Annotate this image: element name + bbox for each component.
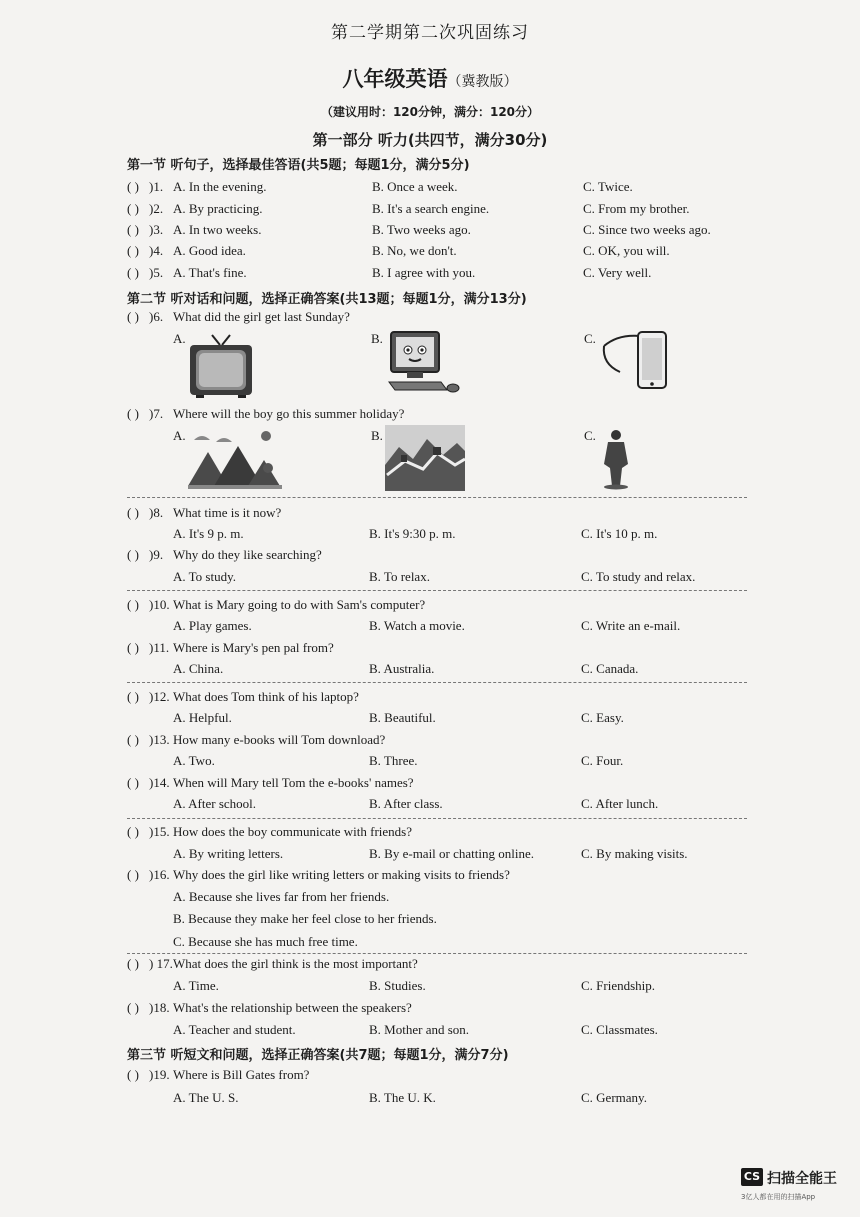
scanner-name: 扫描全能王 <box>767 1171 837 1187</box>
question-text: Where is Mary's pen pal from? <box>173 640 334 655</box>
part-heading: 第一部分 听力(共四节，满分30分) <box>312 131 548 149</box>
divider <box>127 682 747 683</box>
option-b: B. Once a week. <box>372 179 458 194</box>
option-a: A. It's 9 p. m. <box>173 526 244 541</box>
question-number: )8. <box>149 505 164 520</box>
option-c: C. Canada. <box>581 661 639 676</box>
question-text: How many e-books will Tom download? <box>173 732 386 747</box>
answer-blank[interactable]: ( ) <box>127 775 139 790</box>
answer-blank[interactable]: ( ) <box>127 1067 139 1082</box>
question-number: )4. <box>149 243 164 258</box>
divider <box>127 497 747 498</box>
edition-label: （冀教版） <box>447 74 518 90</box>
question-number: )12. <box>149 689 170 704</box>
answer-blank[interactable]: ( ) <box>127 265 139 280</box>
question-number: )18. <box>149 1000 170 1015</box>
answer-blank[interactable]: ( ) <box>127 640 139 655</box>
question-text: What time is it now? <box>173 505 282 520</box>
computer-icon <box>385 330 461 396</box>
question-number: )15. <box>149 824 170 839</box>
answer-blank[interactable]: ( ) <box>127 243 139 258</box>
option-c: C. To study and relax. <box>581 569 696 584</box>
question-text: When will Mary tell Tom the e-books' names? <box>173 775 414 790</box>
option-a: A. By writing letters. <box>173 846 284 861</box>
option-a: A. <box>173 428 186 443</box>
section-3-heading: 第三节 听短文和问题，选择正确答案(共7题；每题1分，满分7分) <box>127 1048 509 1063</box>
option-b: B. Beautiful. <box>369 710 436 725</box>
question-text: What's the relationship between the speakers? <box>173 1000 412 1015</box>
option-c: C. Because she has much free time. <box>173 934 358 949</box>
answer-blank[interactable]: ( ) <box>127 201 139 216</box>
question-text: What does Tom think of his laptop? <box>173 689 359 704</box>
option-a: A. In the evening. <box>173 179 267 194</box>
option-c: C. Four. <box>581 753 624 768</box>
question-text: What is Mary going to do with Sam's computer? <box>173 597 426 612</box>
option-b: B. No, we don't. <box>372 243 457 258</box>
question-text: What does the girl think is the most important? <box>173 956 418 971</box>
question-number: )13. <box>149 732 170 747</box>
answer-blank[interactable]: ( ) <box>127 732 139 747</box>
option-b: B. Mother and son. <box>369 1022 470 1037</box>
question-number: ) 17. <box>149 956 173 971</box>
option-b: B. Australia. <box>369 661 435 676</box>
option-b: B. <box>371 428 383 443</box>
option-a: A. Helpful. <box>173 710 232 725</box>
answer-blank[interactable]: ( ) <box>127 1000 139 1015</box>
question-text: What did the girl get last Sunday? <box>173 309 350 324</box>
option-b: B. Watch a movie. <box>369 618 465 633</box>
option-b: B. It's a search engine. <box>372 201 490 216</box>
answer-blank[interactable]: ( ) <box>127 824 139 839</box>
option-a: A. The U. S. <box>173 1090 239 1105</box>
question-number: )9. <box>149 547 164 562</box>
option-b: B. Three. <box>369 753 418 768</box>
option-a: A. <box>173 331 186 346</box>
section-1-heading: 第一节 听句子，选择最佳答语(共5题；每题1分，满分5分) <box>127 158 470 173</box>
option-b: B. The U. K. <box>369 1090 436 1105</box>
option-a: A. Time. <box>173 978 219 993</box>
option-a: A. Teacher and student. <box>173 1022 296 1037</box>
question-number: )11. <box>149 640 170 655</box>
option-a: A. That's fine. <box>173 265 247 280</box>
question-number: )16. <box>149 867 170 882</box>
option-a: A. Because she lives far from her friends. <box>173 889 390 904</box>
option-c: C. Twice. <box>583 179 633 194</box>
cs-logo-icon: CS <box>741 1168 763 1186</box>
option-c: C. From my brother. <box>583 201 690 216</box>
top-title: 第二学期第二次巩固练习 <box>331 23 529 43</box>
answer-blank[interactable]: ( ) <box>127 505 139 520</box>
answer-blank[interactable]: ( ) <box>127 956 139 971</box>
answer-blank[interactable]: ( ) <box>127 222 139 237</box>
option-a: A. After school. <box>173 796 257 811</box>
option-b: B. Two weeks ago. <box>372 222 471 237</box>
option-a: A. Two. <box>173 753 215 768</box>
scanner-tagline: 3亿人都在用的扫描App <box>741 1193 816 1201</box>
answer-blank[interactable]: ( ) <box>127 406 139 421</box>
terracotta-warrior-icon <box>598 428 634 490</box>
pyramids-icon <box>188 428 282 490</box>
answer-blank[interactable]: ( ) <box>127 309 139 324</box>
question-number: )3. <box>149 222 164 237</box>
option-b: B. To relax. <box>369 569 430 584</box>
option-a: A. To study. <box>173 569 237 584</box>
answer-blank[interactable]: ( ) <box>127 597 139 612</box>
option-c: C. Since two weeks ago. <box>583 222 711 237</box>
divider <box>127 590 747 591</box>
option-b: B. <box>371 331 383 346</box>
answer-blank[interactable]: ( ) <box>127 179 139 194</box>
question-text: Where is Bill Gates from? <box>173 1067 310 1082</box>
option-c: C. It's 10 p. m. <box>581 526 658 541</box>
option-b: B. Because they make her feel close to her friends. <box>173 911 437 926</box>
question-number: )7. <box>149 406 164 421</box>
option-c: C. <box>584 428 596 443</box>
question-text: Why does the girl like writing letters or making visits to friends? <box>173 867 510 882</box>
question-number: )2. <box>149 201 164 216</box>
option-a: A. In two weeks. <box>173 222 262 237</box>
divider <box>127 818 747 819</box>
question-text: Where will the boy go this summer holiday? <box>173 406 405 421</box>
subject-title: 八年级英语 <box>342 67 448 91</box>
option-b: B. Studies. <box>369 978 426 993</box>
television-icon <box>188 333 254 399</box>
question-number: )6. <box>149 309 164 324</box>
option-b: B. I agree with you. <box>372 265 476 280</box>
option-c: C. OK, you will. <box>583 243 670 258</box>
section-2-heading: 第二节 听对话和问题，选择正确答案(共13题；每题1分，满分13分) <box>127 292 527 307</box>
option-c: C. By making visits. <box>581 846 688 861</box>
mobile-phone-icon <box>600 328 670 392</box>
answer-blank[interactable]: ( ) <box>127 547 139 562</box>
option-c: C. Germany. <box>581 1090 647 1105</box>
divider <box>127 953 747 954</box>
option-c: C. Easy. <box>581 710 624 725</box>
option-b: B. After class. <box>369 796 443 811</box>
option-c: C. Friendship. <box>581 978 656 993</box>
option-c: C. Write an e-mail. <box>581 618 681 633</box>
question-number: )14. <box>149 775 170 790</box>
time-note: （建议用时：120分钟，满分：120分） <box>320 105 540 119</box>
option-c: C. Very well. <box>583 265 652 280</box>
option-a: A. China. <box>173 661 224 676</box>
option-c: C. <box>584 331 596 346</box>
great-wall-icon <box>385 425 465 491</box>
answer-blank[interactable]: ( ) <box>127 689 139 704</box>
option-a: A. Play games. <box>173 618 252 633</box>
option-b: B. By e-mail or chatting online. <box>369 846 534 861</box>
option-a: A. By practicing. <box>173 201 263 216</box>
option-b: B. It's 9:30 p. m. <box>369 526 456 541</box>
option-c: C. Classmates. <box>581 1022 658 1037</box>
question-number: )10. <box>149 597 170 612</box>
question-number: )1. <box>149 179 164 194</box>
option-c: C. After lunch. <box>581 796 659 811</box>
option-a: A. Good idea. <box>173 243 246 258</box>
question-text: Why do they like searching? <box>173 547 322 562</box>
question-number: )19. <box>149 1067 170 1082</box>
question-number: )5. <box>149 265 164 280</box>
question-text: How does the boy communicate with friends? <box>173 824 412 839</box>
main-title <box>0 63 860 93</box>
answer-blank[interactable]: ( ) <box>127 867 139 882</box>
